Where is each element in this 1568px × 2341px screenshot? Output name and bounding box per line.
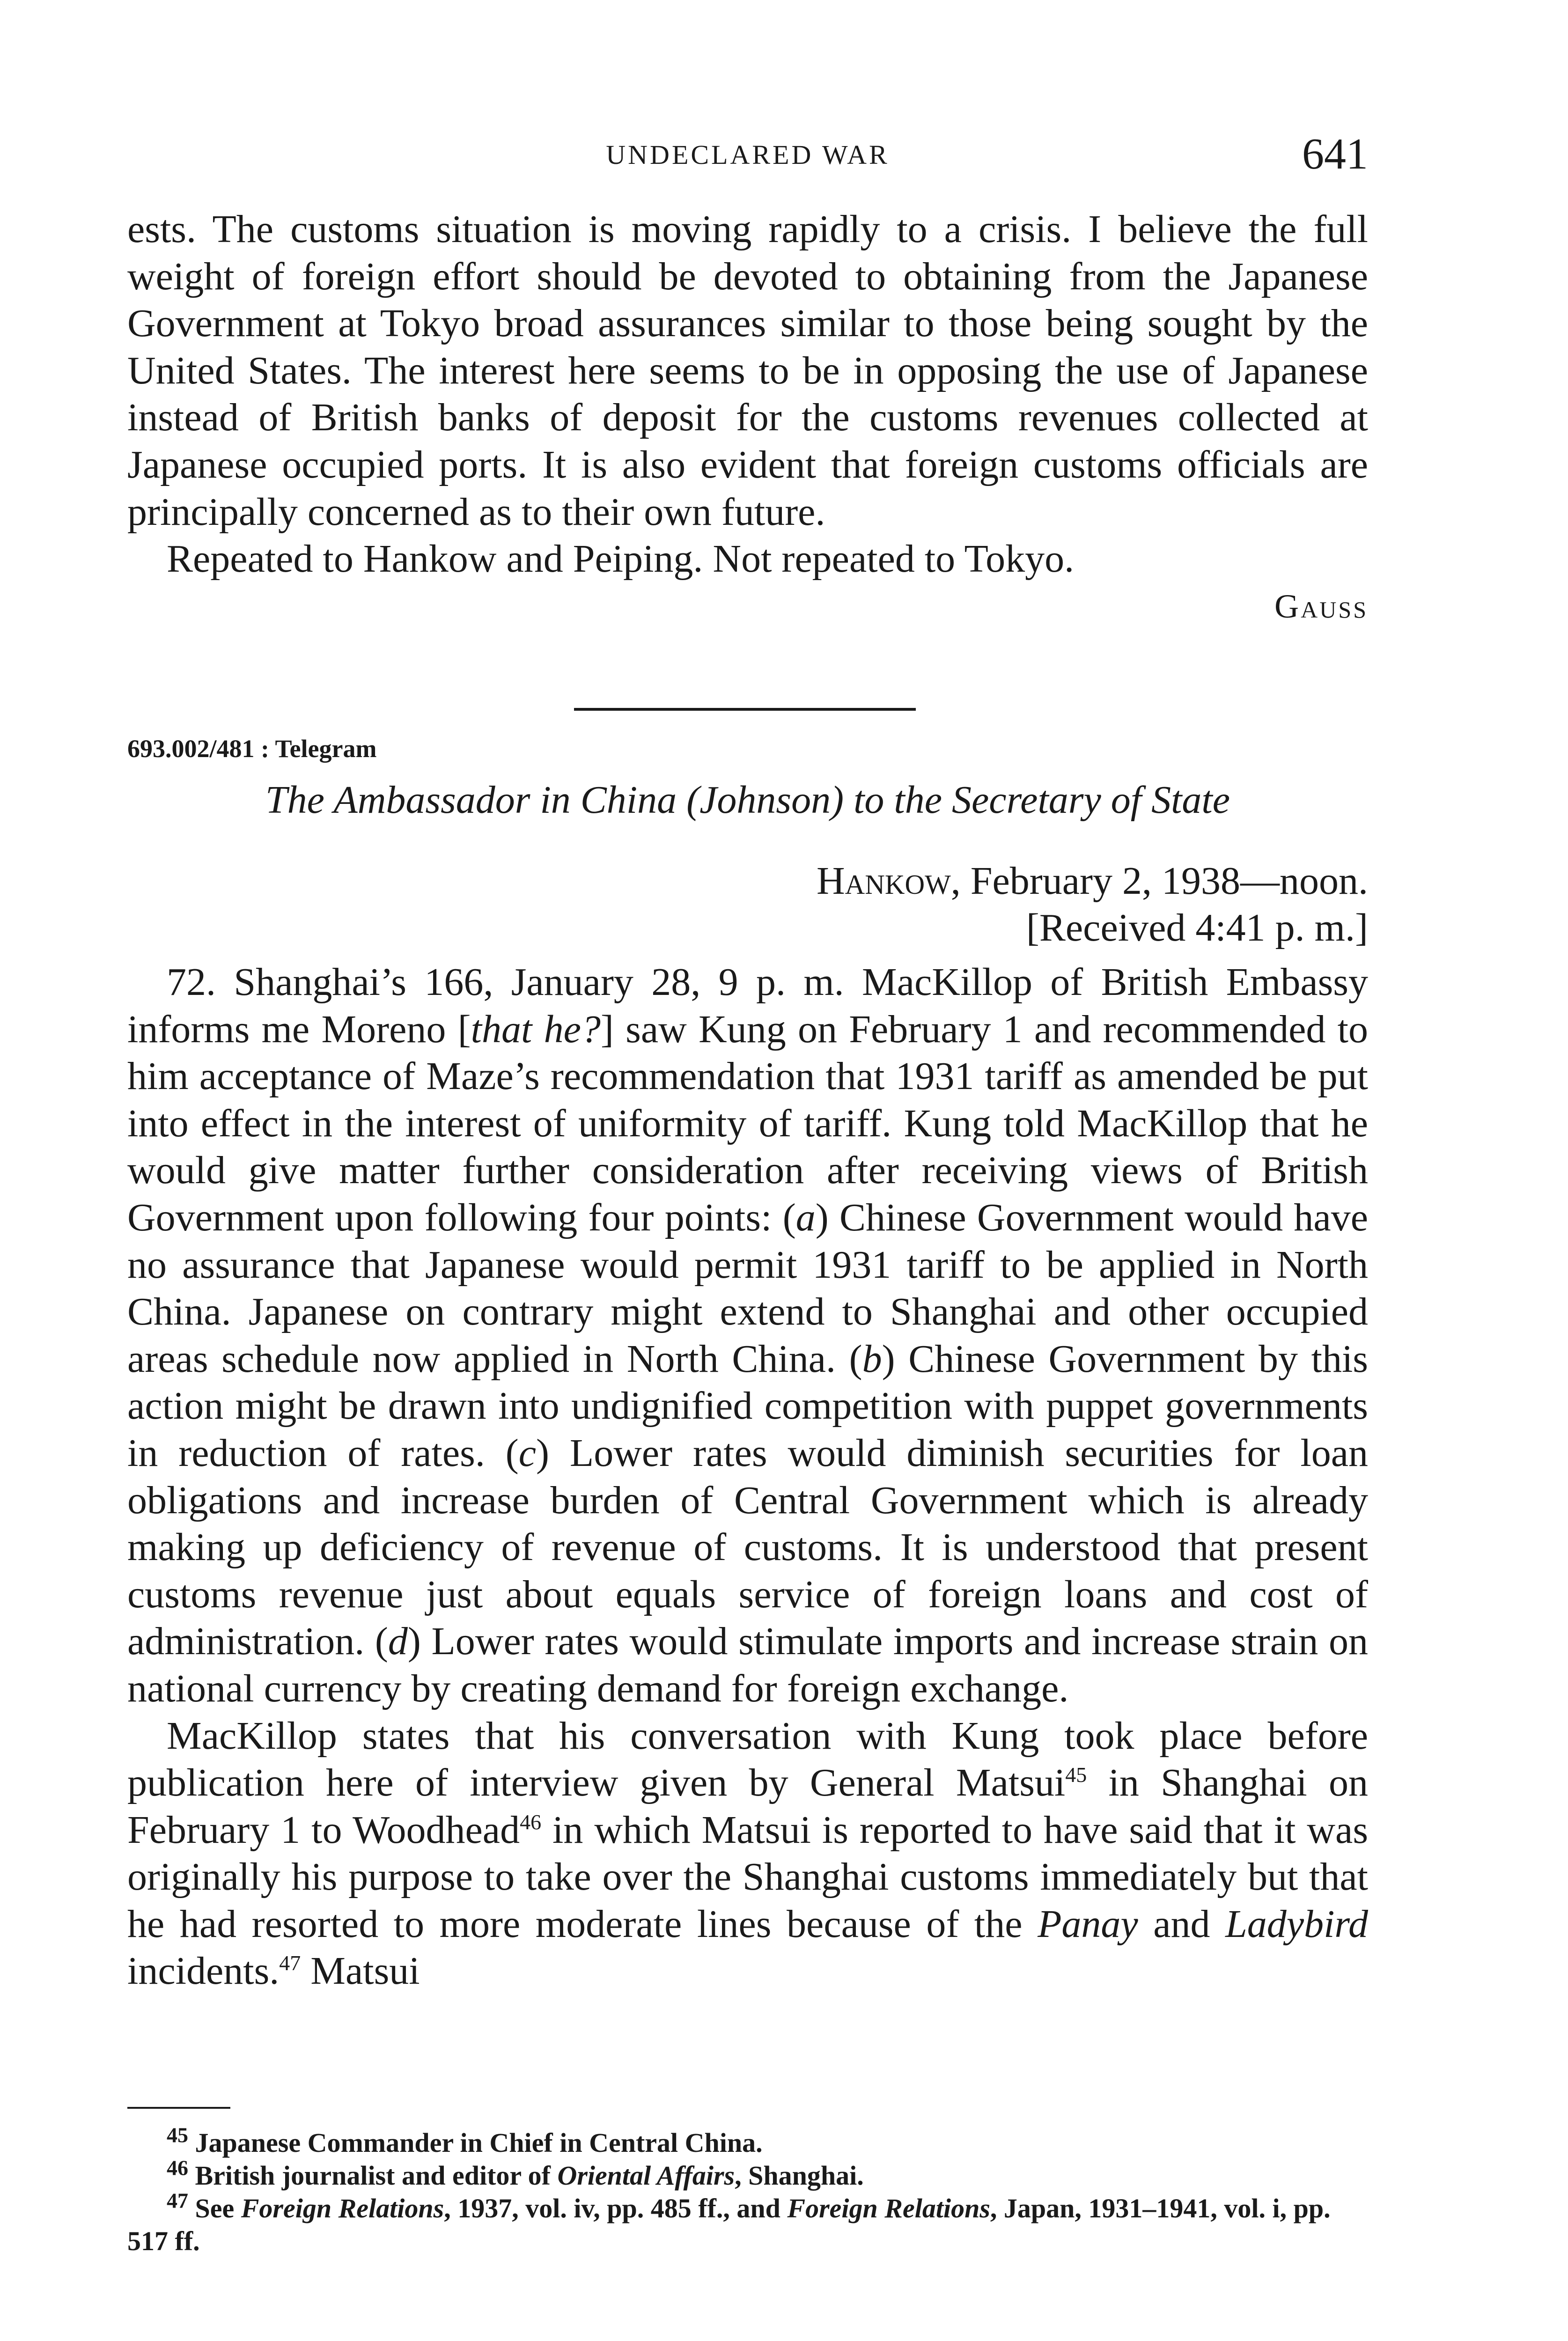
footnote-mark: 46 <box>167 2156 188 2180</box>
page-number: 641 <box>1302 130 1368 178</box>
received-line: [Received 4:41 p. m.] <box>1026 906 1368 950</box>
signature: Gauss <box>1274 587 1368 625</box>
section-divider <box>574 708 916 711</box>
file-number: 693.002/481 : Telegram <box>127 735 377 763</box>
footnote-ref[interactable]: 46 <box>520 1810 542 1834</box>
text-run: ) Lower rates would stimulate imports and increase strain on national currency by creating demand for foreign exchange. <box>127 1620 1368 1710</box>
footnote-47 <box>127 2188 1368 2258</box>
text-run: Matsui <box>301 1949 420 1993</box>
italic-text: a <box>795 1195 816 1239</box>
body-paragraph: ests. The customs situation is moving rapidly to a crisis. I believe the full weight of foreign effort should be devoted to obtaining from the Japanese Government at Tokyo broad assurances similar to those being sought by the United States. The interest here seems to be in opposing the use of Japanese instead of British banks of deposit for the customs revenues collected at Japanese occupied ports. It is also evident that foreign customs officials are principally concerned as to their own future. <box>127 207 1368 534</box>
italic-text: d <box>388 1620 408 1664</box>
telegram-paragraph <box>127 1713 1368 1995</box>
footnote-ref[interactable]: 47 <box>279 1951 301 1975</box>
footnote-46 <box>127 2156 1368 2192</box>
italic-text: Panay <box>1038 1902 1138 1946</box>
previous-telegram-ending <box>127 206 1368 630</box>
footnote-text: , 1937, vol. iv, pp. 485 ff., and <box>444 2193 788 2223</box>
footnote-text: See <box>188 2193 241 2223</box>
text-run: ) Chinese Government would have no assurance that Japanese would permit 1931 tariff to be applied in North China. Japanese on contrary might extend to Shanghai and other occupied areas schedule now applied in North China. ( <box>127 1195 1368 1381</box>
italic-text: that he? <box>471 1007 601 1051</box>
footnote-mark: 47 <box>167 2188 188 2213</box>
italic-text: c <box>518 1431 537 1475</box>
date: , February 2, 1938—noon. <box>950 859 1368 903</box>
dateline <box>817 858 1368 951</box>
text-run: incidents. <box>127 1949 280 1993</box>
footnote-text: , Japan, 1931–1941, vol. i, pp. 517 ff. <box>127 2193 1331 2256</box>
body-paragraph: Repeated to Hankow and Peiping. Not repeated to Tokyo. <box>167 537 1075 581</box>
document-title: The Ambassador in China (Johnson) to the Secretary of State <box>265 778 1230 822</box>
running-head: UNDECLARED WAR <box>606 140 890 170</box>
text-run: ) Chinese Government by this action might be drawn into undignified competition with puppet governments in reduction of rates. ( <box>127 1337 1368 1475</box>
page-header <box>127 129 1368 180</box>
italic-text: Ladybird <box>1225 1902 1368 1946</box>
footnote-text: , Shanghai. <box>735 2160 864 2191</box>
place: Hankow <box>816 859 951 903</box>
footnote-ref[interactable]: 45 <box>1065 1763 1087 1787</box>
text-run: in Shanghai on February 1 to Woodhead <box>127 1761 1368 1852</box>
text-run: ) Lower rates would diminish securities for loan obligations and increase burden of Central Government which is already making up deficiency of revenue of customs. It is understood that present customs revenue just about equals service of foreign loans and cost of administration. ( <box>127 1431 1368 1664</box>
footnote-mark: 45 <box>167 2123 188 2147</box>
footnote-divider <box>127 2107 230 2109</box>
footnote-text: Japanese Commander in Chief in Central China. <box>188 2128 763 2158</box>
italic-text: Foreign Relations <box>787 2193 990 2223</box>
italic-text: b <box>862 1337 882 1381</box>
footnote-45 <box>127 2123 1368 2159</box>
text-run: 72. Shanghai’s 166, January 28, 9 p. m. MacKillop of British Embassy informs me Moreno [ <box>127 960 1368 1051</box>
italic-text: Foreign Relations <box>241 2193 444 2223</box>
text-run: in which Matsui is reported to have said that it was originally his purpose to take over the Shanghai customs immediately but that he had resorted to more moderate lines because of the <box>127 1808 1369 1946</box>
footnote-text: British journalist and editor of <box>188 2160 558 2191</box>
date-line <box>817 858 1368 905</box>
telegram-paragraph <box>127 959 1368 1713</box>
text-run: MacKillop states that his conversation with Kung took place before publication here of interview given by General Matsui <box>127 1714 1368 1805</box>
text-run: ] saw Kung on February 1 and recommended to him acceptance of Maze’s recommendation that 1931 tariff as amended be put into effect in the interest of uniformity of tariff. Kung told MacKillop that he would give matter further consideration after receiving views of British Government upon following four points: ( <box>127 1007 1368 1239</box>
italic-text: Oriental Affairs <box>557 2160 735 2191</box>
telegram-body <box>127 959 1368 1995</box>
footnotes <box>127 2107 1368 2258</box>
text-run: and <box>1138 1902 1226 1946</box>
